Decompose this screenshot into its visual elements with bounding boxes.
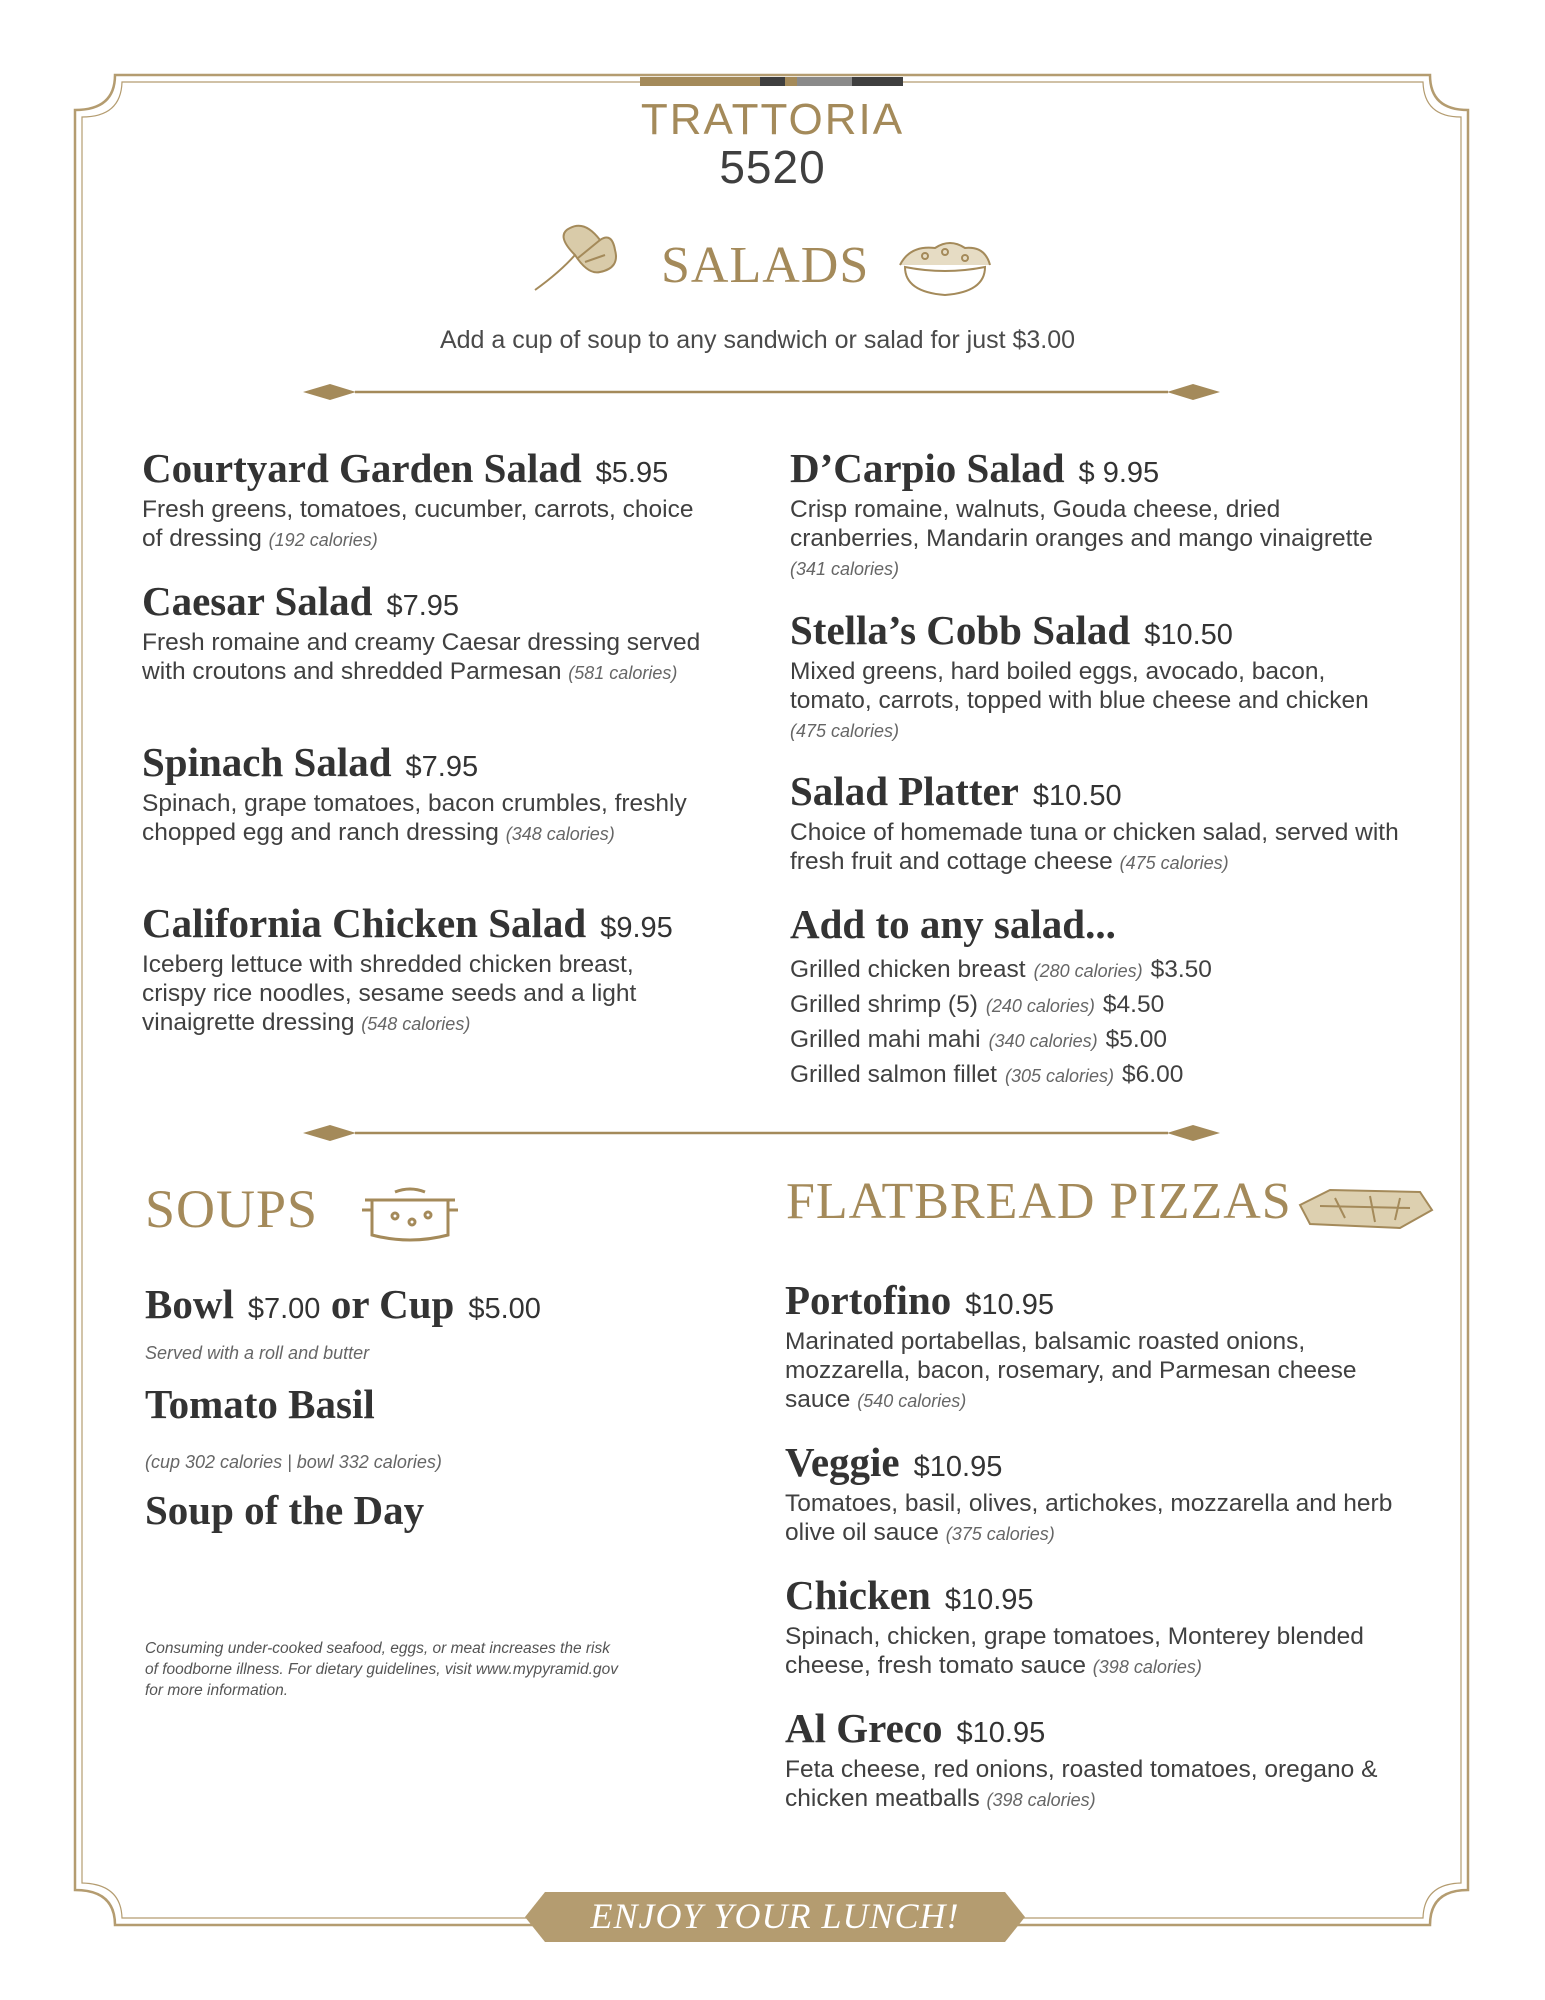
soup-addon-note: Add a cup of soup to any sandwich or salad for just $3.00 xyxy=(439,326,1076,354)
addon-item: Grilled shrimp (5) (240 calories) $4.50 xyxy=(790,991,1165,1018)
enjoy-banner-text: ENJOY YOUR LUNCH! xyxy=(590,1896,960,1936)
salad-name: Caesar Salad xyxy=(142,578,373,624)
soup-item: Tomato Basil xyxy=(145,1381,375,1427)
salad-desc: Spinach, grape tomatoes, bacon crumbles, freshly chopped egg and ranch dressing (348 calories) xyxy=(142,790,687,846)
logo-color-bar xyxy=(640,77,903,86)
pizza-name: Veggie xyxy=(785,1439,900,1485)
salad-desc: Mixed greens, hard boiled eggs, avocado, bacon, tomato, carrots, topped with blue cheese and chicken (475 calories) xyxy=(790,658,1369,741)
salad-desc: Crisp romaine, walnuts, Gouda cheese, dried cranberries, Mandarin oranges and mango vinaigrette (341 calories) xyxy=(790,496,1373,579)
pizza-price: $10.95 xyxy=(913,1451,1003,1483)
salad-price: $7.95 xyxy=(405,751,479,783)
salad-name: California Chicken Salad xyxy=(142,900,587,946)
addon-item: Grilled chicken breast (280 calories) $3.50 xyxy=(790,956,1212,983)
pizza-desc: Tomatoes, basil, olives, artichokes, mozzarella and herb olive oil sauce (375 calories) xyxy=(785,1490,1393,1546)
salad-price: $7.95 xyxy=(386,590,460,622)
food-safety-disclaimer: Consuming under-cooked seafood, eggs, or meat increases the risk of foodborne illness. For dietary guidelines, visit www.mypyramid.gov for more information. xyxy=(145,1640,618,1699)
salad-item xyxy=(142,738,702,849)
pizza-desc: Marinated portabellas, balsamic roasted onions, mozzarella, bacon, rosemary, and Parmesan cheese sauce (540 calories) xyxy=(785,1328,1357,1413)
soup-item: Soup of the Day xyxy=(145,1487,425,1533)
addon-item: Grilled mahi mahi (340 calories) $5.00 xyxy=(790,1026,1167,1053)
pizza-desc: Feta cheese, red onions, roasted tomatoes, oregano & chicken meatballs (398 calories) xyxy=(785,1756,1378,1812)
salad-bowl-icon xyxy=(900,243,990,295)
addons-heading-block xyxy=(790,900,1116,948)
spinach-icon xyxy=(535,226,616,290)
salad-item xyxy=(142,444,702,555)
soup-calories: (cup 302 calories | bowl 332 calories) xyxy=(145,1452,442,1472)
soup-pot-icon xyxy=(362,1189,458,1240)
salad-name: Stella’s Cobb Salad xyxy=(790,607,1131,653)
pizza-item xyxy=(785,1276,1405,1416)
logo-number: 5520 xyxy=(719,141,826,193)
pizza-price: $10.95 xyxy=(944,1584,1034,1616)
pizza-name: Chicken xyxy=(785,1572,931,1618)
salad-name: Salad Platter xyxy=(790,768,1019,814)
addon-item: Grilled salmon fillet (305 calories) $6.00 xyxy=(790,1061,1184,1088)
salad-desc: Iceberg lettuce with shredded chicken breast, crispy rice noodles, sesame seeds and a light vinaigrette dressing (548 calories) xyxy=(142,951,637,1036)
salads-heading: SALADS xyxy=(661,237,870,294)
flatbread-icon xyxy=(1300,1190,1432,1228)
pizza-name: Portofino xyxy=(785,1277,952,1323)
pizza-item xyxy=(785,1438,1405,1549)
salad-desc: Fresh romaine and creamy Caesar dressing served with croutons and shredded Parmesan (581 calories) xyxy=(142,629,701,685)
salad-item xyxy=(142,577,702,688)
salad-item xyxy=(790,767,1410,878)
served-note: Served with a roll and butter xyxy=(145,1343,370,1363)
salad-price: $9.95 xyxy=(600,912,673,944)
pizzas-heading: FLATBREAD PIZZAS xyxy=(786,1173,1292,1230)
salad-item xyxy=(142,899,702,1039)
salad-desc: Fresh greens, tomatoes, cucumber, carrots, choice of dressing (192 calories) xyxy=(142,496,694,552)
salad-price: $5.95 xyxy=(595,457,669,489)
salad-price: $10.50 xyxy=(1144,619,1233,651)
divider-top xyxy=(303,384,1220,400)
salad-item xyxy=(790,444,1410,584)
pizza-item xyxy=(785,1571,1405,1682)
salad-name: Spinach Salad xyxy=(142,739,392,785)
pizza-price: $10.95 xyxy=(965,1289,1054,1321)
salad-item xyxy=(790,606,1410,746)
soups-heading: SOUPS xyxy=(145,1179,319,1239)
pizza-price: $10.95 xyxy=(956,1717,1046,1749)
addons-heading: Add to any salad... xyxy=(790,901,1116,947)
pizza-item xyxy=(785,1704,1405,1815)
salad-name: Courtyard Garden Salad xyxy=(142,445,582,491)
salad-desc: Choice of homemade tuna or chicken salad, served with fresh fruit and cottage cheese (475 calories) xyxy=(790,819,1399,875)
logo-trattoria: TRATTORIA xyxy=(640,95,905,144)
salad-price: $ 9.95 xyxy=(1078,457,1160,489)
divider-middle xyxy=(303,1125,1220,1141)
soup-bowl-cup: Bowl $7.00 or Cup $5.00 xyxy=(145,1281,541,1327)
pizza-name: Al Greco xyxy=(785,1705,943,1751)
salad-price: $10.50 xyxy=(1032,780,1122,812)
salad-name: D’Carpio Salad xyxy=(790,445,1065,491)
pizza-desc: Spinach, chicken, grape tomatoes, Monterey blended cheese, fresh tomato sauce (398 calories) xyxy=(785,1623,1364,1679)
